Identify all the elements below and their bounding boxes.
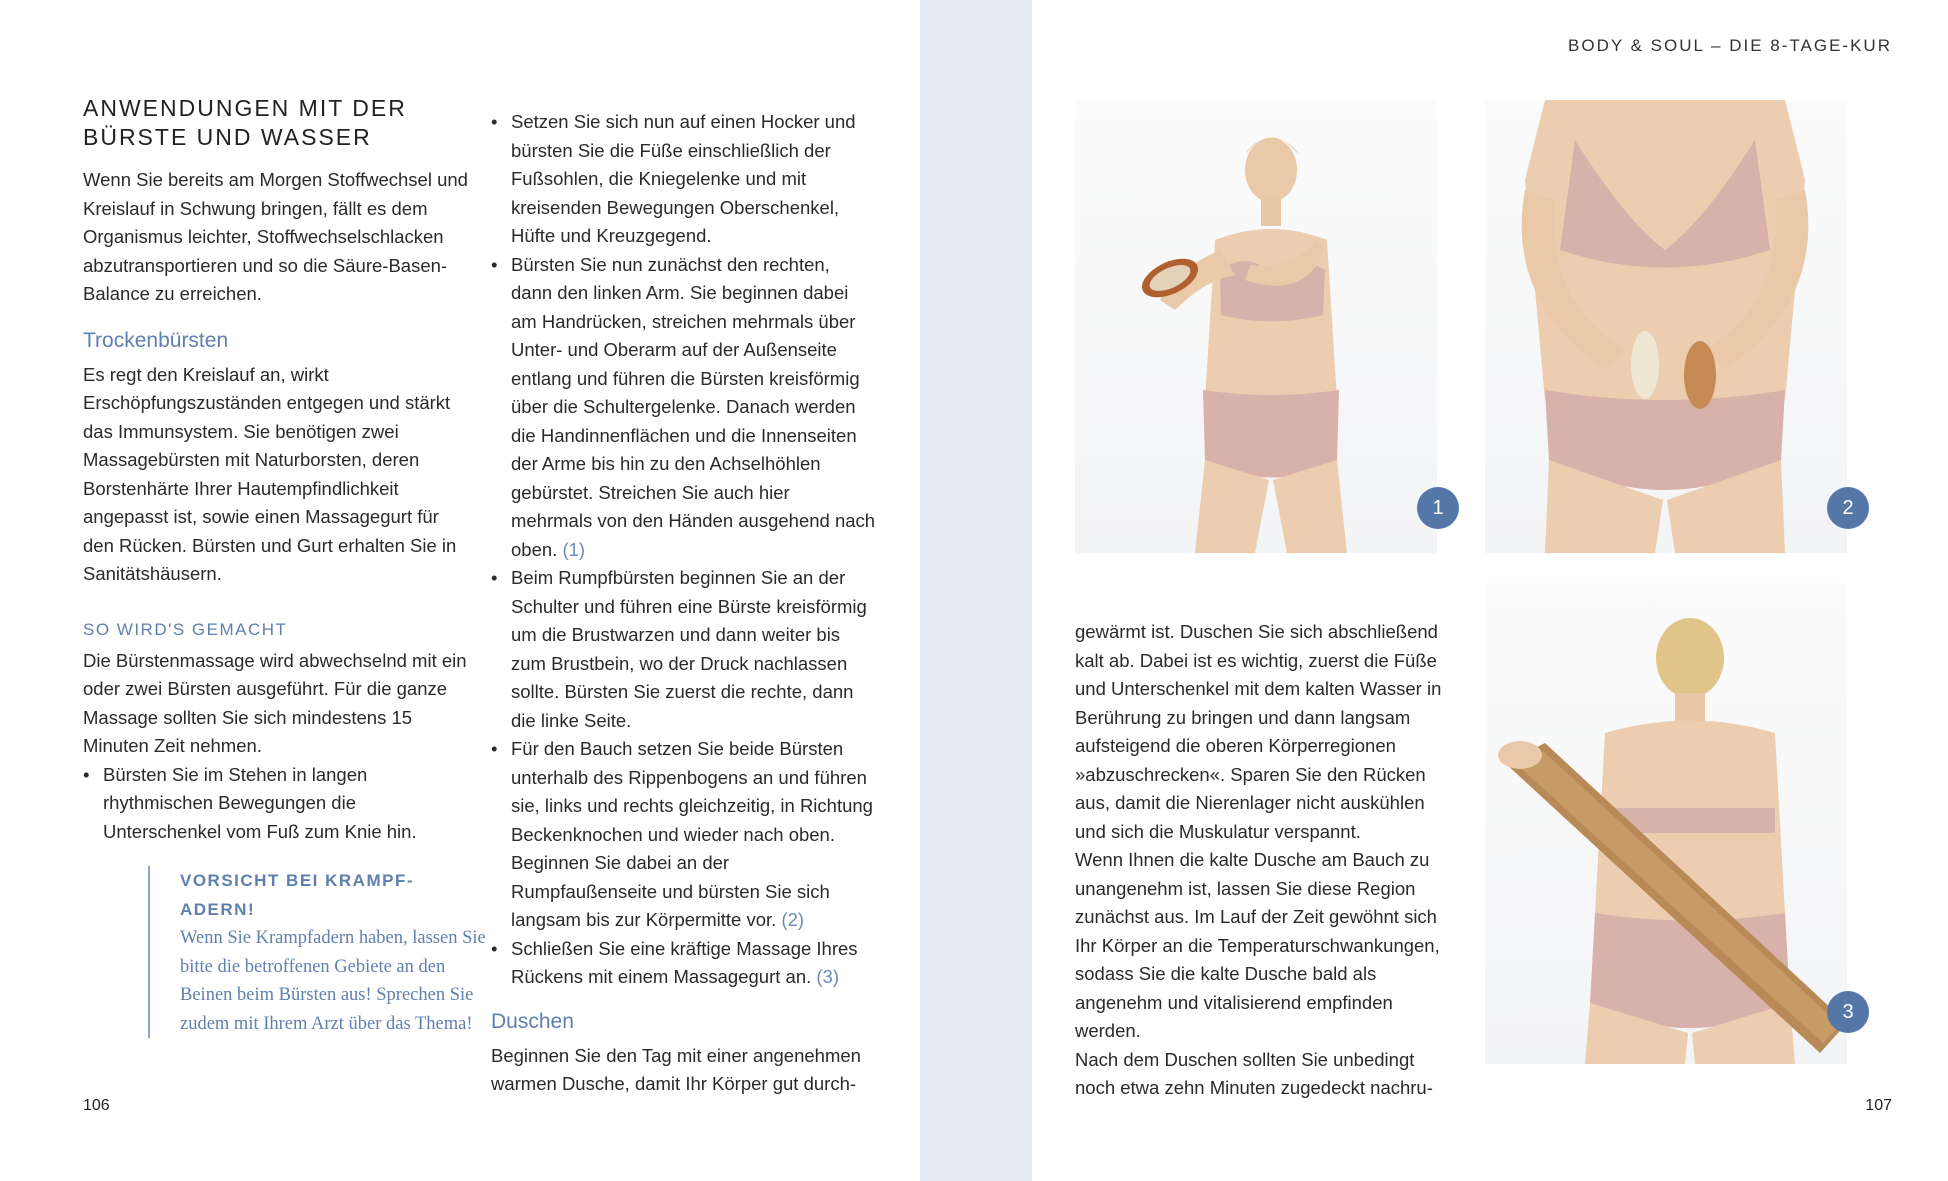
so-wirds-gemacht-paragraph: Die Bürstenmassage wird abwechselnd mit ein oder zwei Bürsten ausgeführt. Für die ganze Massage sollten Sie sich mindestens 15 Minuten Zeit nehmen. xyxy=(83,649,467,756)
right-paragraph-1: gewärmt ist. Duschen Sie sich abschließend kalt ab. Dabei ist es wichtig, zuerst die Füße und Unterschenkel mit dem kalten Wasser in Berührung zu bringen und dann langsam aufsteigend die oberen Körperregionen »abzuschrecken«. Sparen Sie den Rücken aus, damit die Nierenlager nicht auskühlen und sich die Muskulatur verspannt. xyxy=(1075,621,1442,842)
list-item-text: Schließen Sie eine kräftige Massage Ihres Rückens mit einem Massagegurt an. xyxy=(511,937,858,987)
photo-arm-brushing xyxy=(1075,100,1444,553)
intro-paragraph: Wenn Sie bereits am Morgen Stoffwechsel und Kreislauf in Schwung bringen, fällt es dem Organismus leichter, Stoffwechselschlacken abzutransportieren und so die Säure-Basen-Balance zu erreichen. xyxy=(83,169,468,304)
list-item xyxy=(491,251,876,565)
trockenbuersten-paragraph: Es regt den Kreislauf an, wirkt Erschöpfungszuständen entgegen und stärkt das Immunsystem. Sie benötigen zwei Massagebürsten mit Naturborsten, deren Borstenhärte Ihrer Hautempfindlichkeit angepasst ist, sowie einen Massagegurt für den Rücken. Bürsten und Gurt erhalten Sie in Sanitätshäusern. xyxy=(83,363,457,584)
list-item xyxy=(491,935,876,992)
list-item xyxy=(491,108,876,251)
figure-ref-1: (1) xyxy=(562,538,586,560)
duschen-paragraph: Beginnen Sie den Tag mit einer angenehmen warmen Dusche, damit Ihr Körper gut durch- xyxy=(491,1044,861,1094)
callout-title xyxy=(180,866,500,924)
callout-title-line2: ADERN! xyxy=(180,900,256,919)
bullet-list-col2 xyxy=(491,108,876,992)
photo-badge-1: 1 xyxy=(1417,487,1459,529)
right-text-column xyxy=(1075,618,1455,1103)
running-head: BODY & SOUL – DIE 8-TAGE-KUR xyxy=(1568,36,1892,55)
callout-title-line1: VORSICHT BEI KRAMPF- xyxy=(180,871,414,890)
section-title-line1: ANWENDUNGEN MIT DER xyxy=(83,95,407,121)
woman-back-belt-illustration xyxy=(1485,583,1847,1064)
left-page xyxy=(0,0,920,1181)
list-item-text: Bürsten Sie nun zunächst den rechten, dann den linken Arm. Sie beginnen dabei am Handrücken, streichen mehrmals über Unter- und Oberarm auf der Außenseite entlang und führen die Bürsten kreisförmig über die Schultergelenke. Danach werden die Handinnenflächen und die Innenseiten der Arme bis hin zu den Achselhöhlen gebürstet. Streichen Sie auch hier mehrmals von den Händen ausgehend nach oben. xyxy=(511,253,876,560)
bullet-list-col1 xyxy=(83,761,468,847)
book-gutter xyxy=(920,0,1032,1181)
list-item: • Bürsten Sie im Stehen in langen rhythmischen Bewegungen die Unterschenkel vom Fuß zum Knie hin. xyxy=(83,761,468,847)
figure-ref-3: (3) xyxy=(816,966,840,987)
list-item-text: Setzen Sie sich nun auf einen Hocker und bürsten Sie die Füße einschließlich der Fußsohlen, die Kniegelenke und mit kreisenden Bewegungen Oberschenkel, Hüfte und Kreuzgegend. xyxy=(511,111,856,246)
subhead-duschen: Duschen xyxy=(491,1009,574,1033)
list-item xyxy=(491,735,876,935)
list-item-text: Für den Bauch setzen Sie beide Bürsten unterhalb des Rippenbogens an und führen sie, links und rechts gleichzeitig, in Richtung Beckenknochen und wieder nach oben. Beginnen Sie dabei an der Rumpfaußenseite und bürsten Sie sich langsam bis zur Körpermitte vor. xyxy=(511,738,873,930)
left-column-2 xyxy=(491,108,876,1099)
right-paragraph-3: Nach dem Duschen sollten Sie unbedingt noch etwa zehn Minuten zugedeckt nachru- xyxy=(1075,1048,1433,1098)
subhead-trockenbuersten: Trockenbürsten xyxy=(83,328,229,352)
left-column-1 xyxy=(83,94,468,846)
section-title xyxy=(83,94,468,152)
right-page xyxy=(1032,0,1948,1181)
page-number-right: 107 xyxy=(1865,1097,1892,1114)
woman-brushing-arm-illustration xyxy=(1075,100,1437,553)
list-item xyxy=(491,564,876,735)
warning-callout xyxy=(148,866,500,1038)
photo-badge-2: 2 xyxy=(1827,487,1869,529)
photo-badge-3: 3 xyxy=(1827,991,1869,1033)
section-title-line2: BÜRSTE UND WASSER xyxy=(83,124,372,150)
list-item-text: Beim Rumpfbürsten beginnen Sie an der Schulter und führen eine Bürste kreisförmig um die Brustwarzen und dann weiter bis zum Brustbein, wo der Druck nachlassen sollte. Bürsten Sie zuerst die rechte, dann die linke Seite. xyxy=(511,567,867,731)
photo-back-massage-belt xyxy=(1485,583,1854,1064)
right-paragraph-2: Wenn Ihnen die kalte Dusche am Bauch zu unangenehm ist, lassen Sie diese Region zunächst aus. Im Lauf der Zeit gewöhnt sich Ihr Körper an die Temperaturschwankungen, sodass Sie die kalte Dusche bald als angenehm und vitalisierend empfinden werden. xyxy=(1075,849,1440,1041)
page-number-left: 106 xyxy=(83,1097,110,1114)
woman-brushing-belly-illustration xyxy=(1485,100,1847,553)
photo-belly-brushing xyxy=(1485,100,1854,553)
callout-body: Wenn Sie Krampfadern haben, lassen Sie bitte die betroffenen Gebiete an den Beinen beim Bürsten aus! Sprechen Sie zudem mit Ihrem Arzt über das Thema! xyxy=(180,928,486,1034)
figure-ref-2: (2) xyxy=(781,909,805,930)
caps-head-so-wirds-gemacht: SO WIRD'S GEMACHT xyxy=(83,619,288,639)
